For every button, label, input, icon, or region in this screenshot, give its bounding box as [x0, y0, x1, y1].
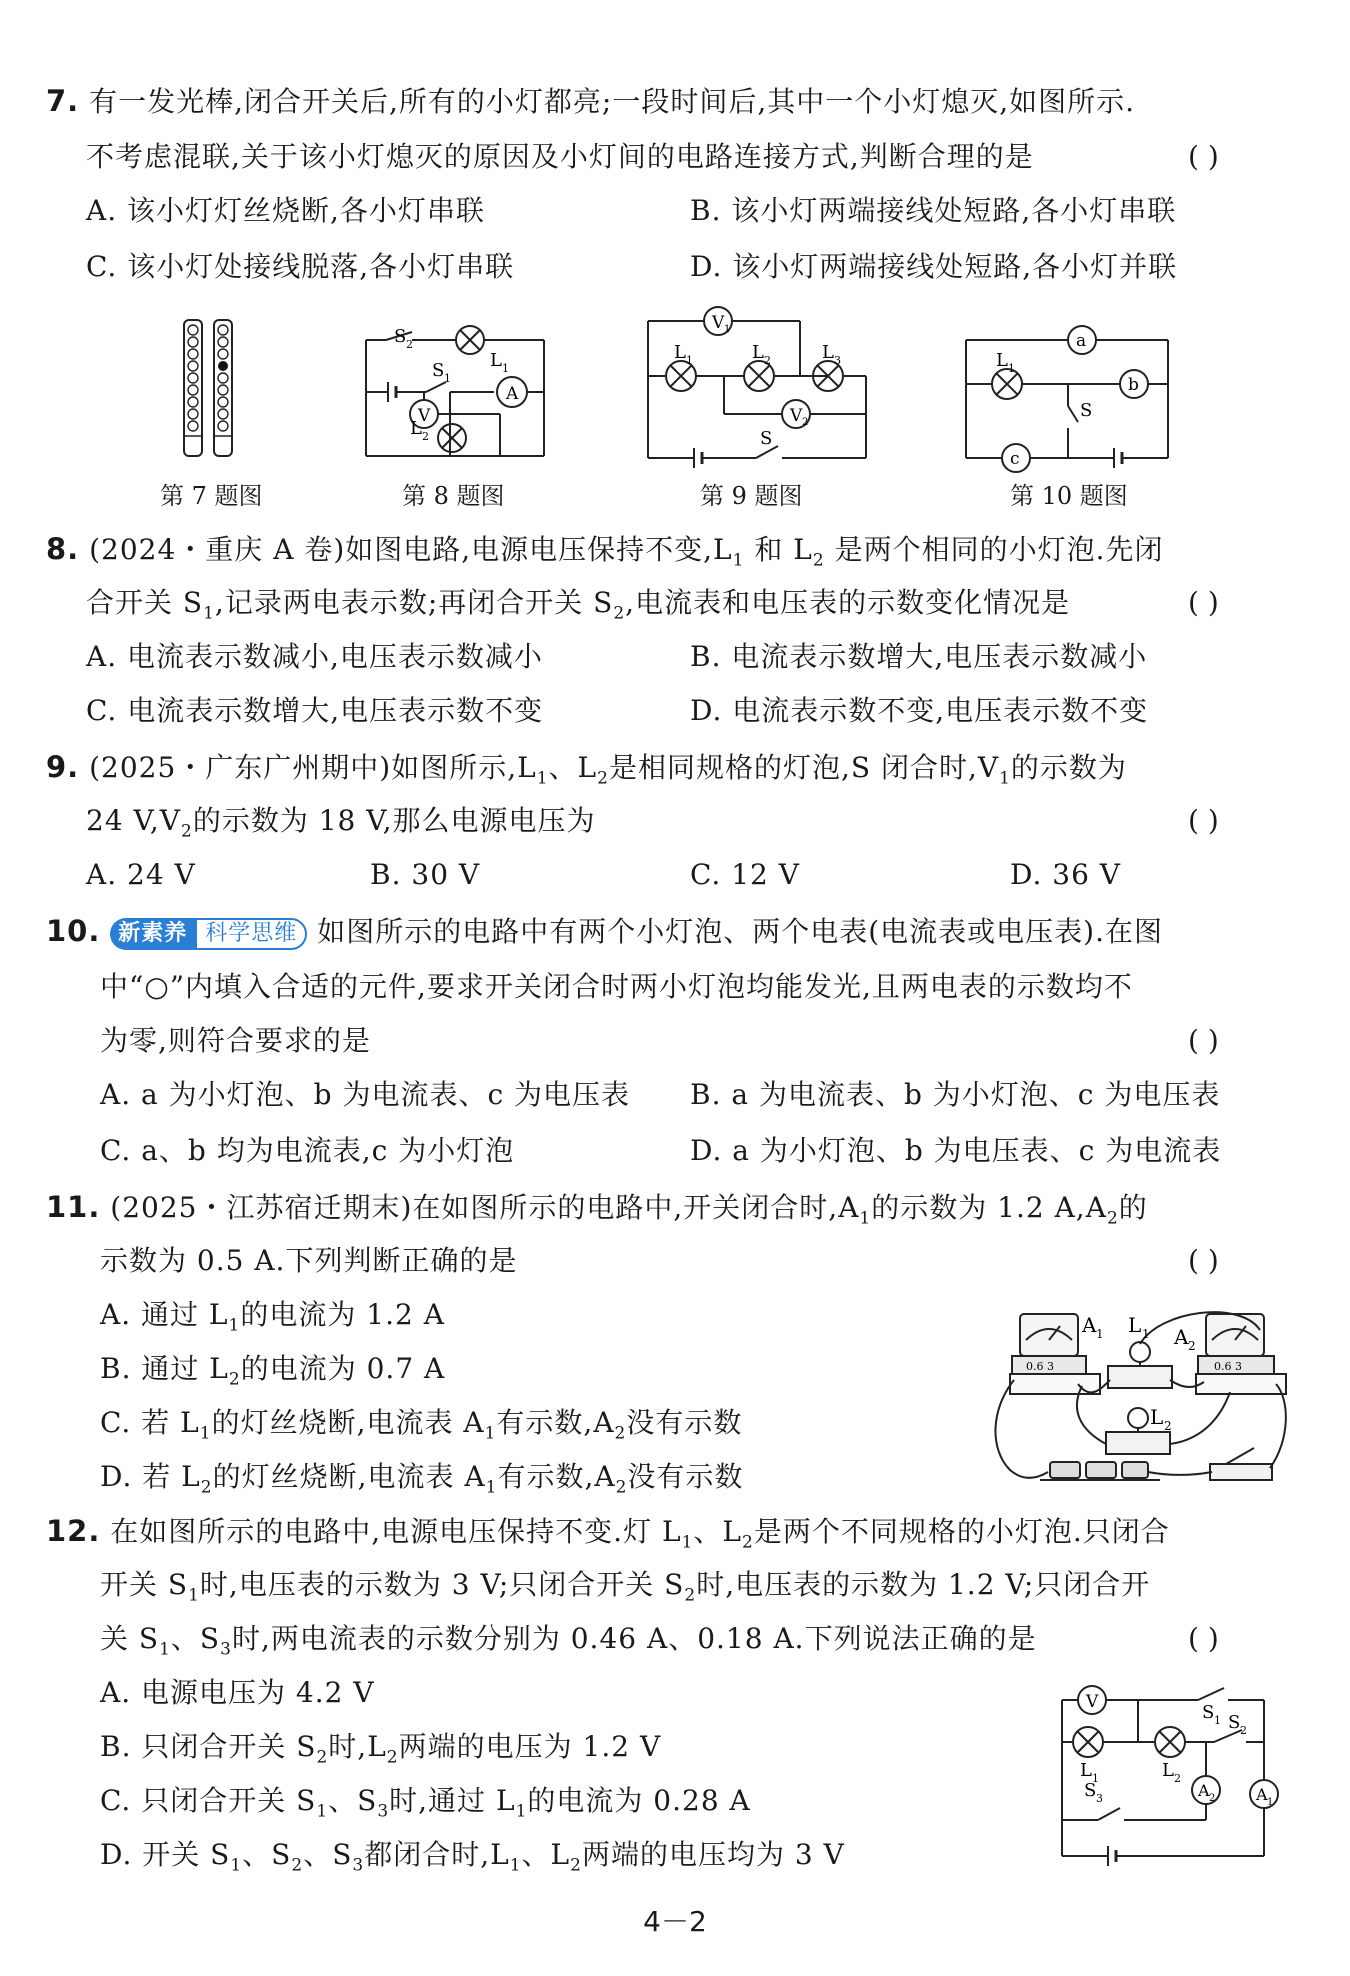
q12-option-a: A. 电源电压为 4.2 V [100, 1676, 375, 1709]
q12-option-b: B. 只闭合开关 $S_2$时$,L_2$两端的电压为 1.2 V [100, 1730, 662, 1768]
fig9-label-l2: L [752, 342, 764, 363]
q9-option-c: C. 12 V [690, 858, 800, 891]
svg-text:1: 1 [1142, 1327, 1150, 1341]
svg-text:2: 2 [802, 417, 809, 428]
q12-answer-blank[interactable]: ( ) [1188, 1622, 1219, 1655]
fig8-label-l2: L [410, 418, 422, 439]
q12-option-c: C. 只闭合开关 $S_1$、$S_3$时,通过 $L_1$的电流为 0.28 A [100, 1784, 751, 1822]
svg-text:2: 2 [1209, 1793, 1216, 1804]
svg-text:1: 1 [1008, 362, 1015, 375]
q10-line-2: 中“○”内填入合适的元件,要求开关闭合时两小灯泡均能发光,且两电表的示数均不 [100, 970, 1133, 1003]
q11-option-c: C. 若 $L_1$的灯丝烧断,电流表 $A_1$有示数$,A_2$没有示数 [100, 1406, 743, 1444]
fig8-label-a: A [506, 384, 519, 404]
q10-line-1: 10. 新素养 科学思维 如图所示的电路中有两个小灯泡、两个电表(电流表或电压表).在图 [46, 914, 1163, 948]
q12-fig-label-a2: A [1198, 1781, 1210, 1800]
fig7-glow-sticks [180, 318, 240, 458]
fig9-label-v2: V [790, 406, 803, 426]
fig8-circuit [362, 322, 552, 462]
q11-physical-circuit-figure [990, 1300, 1290, 1490]
q10-option-b: B. a 为电流表、b 为小灯泡、c 为电压表 [690, 1078, 1221, 1111]
q11-option-b: B. 通过 $L_2$的电流为 0.7 A [100, 1352, 446, 1390]
q7-line-1 [46, 84, 1135, 119]
fig10-circuit [962, 322, 1172, 469]
svg-text:1: 1 [502, 362, 509, 375]
q7-number: 7. [46, 84, 80, 118]
q8-option-c: C. 电流表示数增大,电压表示数不变 [86, 694, 544, 727]
q12-line-3: 关 $S_1$、$S_3$时,两电流表的示数分别为 0.46 A、0.18 A.下列说法正确的是 [100, 1622, 1037, 1660]
svg-text:2: 2 [764, 354, 771, 367]
svg-text:3: 3 [834, 354, 841, 367]
fig9-label-l1: L [674, 342, 686, 363]
svg-text:1: 1 [724, 324, 731, 335]
fig10-caption: 第 10 题图 [1010, 482, 1128, 510]
q8-line-2: 合开关 $S_1$,记录两电表示数;再闭合开关 $S_2$,电流表和电压表的示数变化情况是 [86, 586, 1071, 624]
svg-text:3: 3 [1096, 1792, 1103, 1805]
fig8-caption: 第 8 题图 [402, 482, 505, 510]
fig9-label-v1: V [712, 313, 725, 333]
q10-option-c: C. a、b 均为电流表,c 为小灯泡 [100, 1134, 515, 1167]
fig9-circuit [644, 304, 872, 462]
q11-fig-label-a1: A [1082, 1313, 1097, 1337]
q11-fig-scale-a2: 0.6 3 [1214, 1360, 1242, 1373]
q12-fig-label-s3: S [1084, 1780, 1097, 1801]
q12-fig-label-l2: L [1162, 1760, 1174, 1781]
svg-text:2: 2 [1164, 1419, 1172, 1433]
svg-text:2: 2 [1240, 1724, 1247, 1737]
q9-line-2: 24 $V,V_2$的示数为 18 V,那么电源电压为 [86, 804, 596, 842]
q11-line-2: 示数为 0.5 A.下列判断正确的是 [100, 1244, 518, 1277]
fig8-label-v: V [418, 406, 431, 426]
q11-answer-blank[interactable]: ( ) [1188, 1244, 1219, 1277]
q11-fig-label-a2: A [1174, 1325, 1189, 1349]
q12-fig-label-v: V [1086, 1692, 1099, 1712]
svg-text:1: 1 [686, 354, 693, 367]
q12-fig-label-a1: A [1256, 1785, 1268, 1804]
q10-number: 10. [46, 914, 101, 948]
q10-answer-blank[interactable]: ( ) [1188, 1024, 1219, 1057]
svg-text:1: 1 [1267, 1797, 1274, 1808]
q10-line-3: 为零,则符合要求的是 [100, 1024, 371, 1057]
q12-fig-label-s2: S [1228, 1712, 1241, 1733]
q10-tag-new-literacy: 新素养 [110, 918, 195, 950]
q11-option-d: D. 若 $L_2$的灯丝烧断,电流表 $A_1$有示数$,A_2$没有示数 [100, 1460, 744, 1498]
q7-option-a: A. 该小灯灯丝烧断,各小灯串联 [86, 194, 485, 227]
fig9-label-l3: L [822, 342, 834, 363]
svg-text:2: 2 [406, 338, 413, 351]
q7-answer-blank[interactable]: ( ) [1188, 140, 1219, 173]
svg-text:2: 2 [1188, 1339, 1196, 1353]
svg-text:1: 1 [1214, 1714, 1221, 1727]
svg-text:2: 2 [1174, 1772, 1181, 1785]
q12-fig-label-s1: S [1202, 1702, 1215, 1723]
q9-option-d: D. 36 V [1010, 858, 1122, 891]
q11-option-a: A. 通过 $L_1$的电流为 1.2 A [100, 1298, 445, 1336]
q8-answer-blank[interactable]: ( ) [1188, 586, 1219, 619]
q7-option-b: B. 该小灯两端接线处短路,各小灯串联 [690, 194, 1177, 227]
q12-line-2: 开关 $S_1$时,电压表的示数为 3 V;只闭合开关 $S_2$时,电压表的示数为 1.2 V;只闭合开 [100, 1568, 1151, 1606]
fig8-label-s2: S [394, 326, 407, 347]
q9-answer-blank[interactable]: ( ) [1188, 804, 1219, 837]
fig10-label-l1: L [996, 350, 1008, 371]
fig9-caption: 第 9 题图 [700, 482, 803, 510]
q11-number: 11. [46, 1190, 101, 1224]
fig10-label-s: S [1080, 400, 1093, 421]
fig9-label-s: S [760, 428, 773, 449]
fig8-label-l1: L [490, 350, 502, 371]
q8-option-b: B. 电流表示数增大,电压表示数减小 [690, 640, 1148, 673]
q7-line-2: 不考虑混联,关于该小灯熄灭的原因及小灯间的电路连接方式,判断合理的是 [86, 140, 1034, 173]
page-number: 4－2 [643, 1905, 707, 1938]
q10-option-d: D. a 为小灯泡、b 为电压表、c 为电流表 [690, 1134, 1222, 1167]
fig10-label-b: b [1128, 375, 1139, 395]
q8-line-1: 8. (2024・重庆 A 卷)如图电路,电源电压保持不变$,L_1$ 和 $L_2$ 是两个相同的小灯泡.先闭 [46, 532, 1164, 571]
q12-number: 12. [46, 1514, 101, 1548]
fig7-caption: 第 7 题图 [160, 482, 263, 510]
svg-text:2: 2 [422, 430, 429, 443]
q12-fig-label-l1: L [1080, 1760, 1092, 1781]
q11-fig-label-l1: L [1128, 1313, 1142, 1337]
fig8-label-s1: S [432, 360, 445, 381]
q9-number: 9. [46, 750, 80, 784]
svg-text:1: 1 [444, 372, 451, 385]
q12-circuit-figure [1058, 1680, 1278, 1860]
q11-line-1: 11. (2025・江苏宿迁期末)在如图所示的电路中,开关闭合时$,A_1$的示数为 1.2 $A,A_2$的 [46, 1190, 1148, 1229]
q12-line-1: 12. 在如图所示的电路中,电源电压保持不变.灯 $L_1$、$L_2$是两个不同规格的小灯泡.只闭合 [46, 1514, 1170, 1553]
q9-line-1: 9. (2025・广东广州期中)如图所示$,L_1$、$L_2$是相同规格的灯泡,S 闭合时$,V_1$的示数为 [46, 750, 1127, 789]
q8-number: 8. [46, 532, 80, 566]
q7-option-c: C. 该小灯处接线脱落,各小灯串联 [86, 250, 515, 283]
q7-stem-1: 有一发光棒,闭合开关后,所有的小灯都亮;一段时间后,其中一个小灯熄灭,如图所示. [89, 85, 1136, 118]
q11-fig-label-l2: L [1150, 1405, 1164, 1429]
q7-option-d: D. 该小灯两端接线处短路,各小灯并联 [690, 250, 1178, 283]
q10-option-a: A. a 为小灯泡、b 为电流表、c 为电压表 [100, 1078, 631, 1111]
q11-fig-scale-a1: 0.6 3 [1026, 1360, 1054, 1373]
q9-option-b: B. 30 V [370, 858, 481, 891]
q12-option-d: D. 开关 $S_1$、$S_2$、$S_3$都闭合时$,L_1$、$L_2$两端的电压均为 3 V [100, 1838, 845, 1876]
fig10-label-a: a [1076, 331, 1087, 351]
fig10-label-c: c [1010, 449, 1020, 469]
q8-option-d: D. 电流表示数不变,电压表示数不变 [690, 694, 1149, 727]
q8-option-a: A. 电流表示数减小,电压表示数减小 [86, 640, 543, 673]
q9-option-a: A. 24 V [86, 858, 196, 891]
svg-text:1: 1 [1092, 1772, 1099, 1785]
svg-text:1: 1 [1096, 1327, 1104, 1341]
q10-tag-scientific-thinking: 科学思维 [195, 918, 307, 950]
